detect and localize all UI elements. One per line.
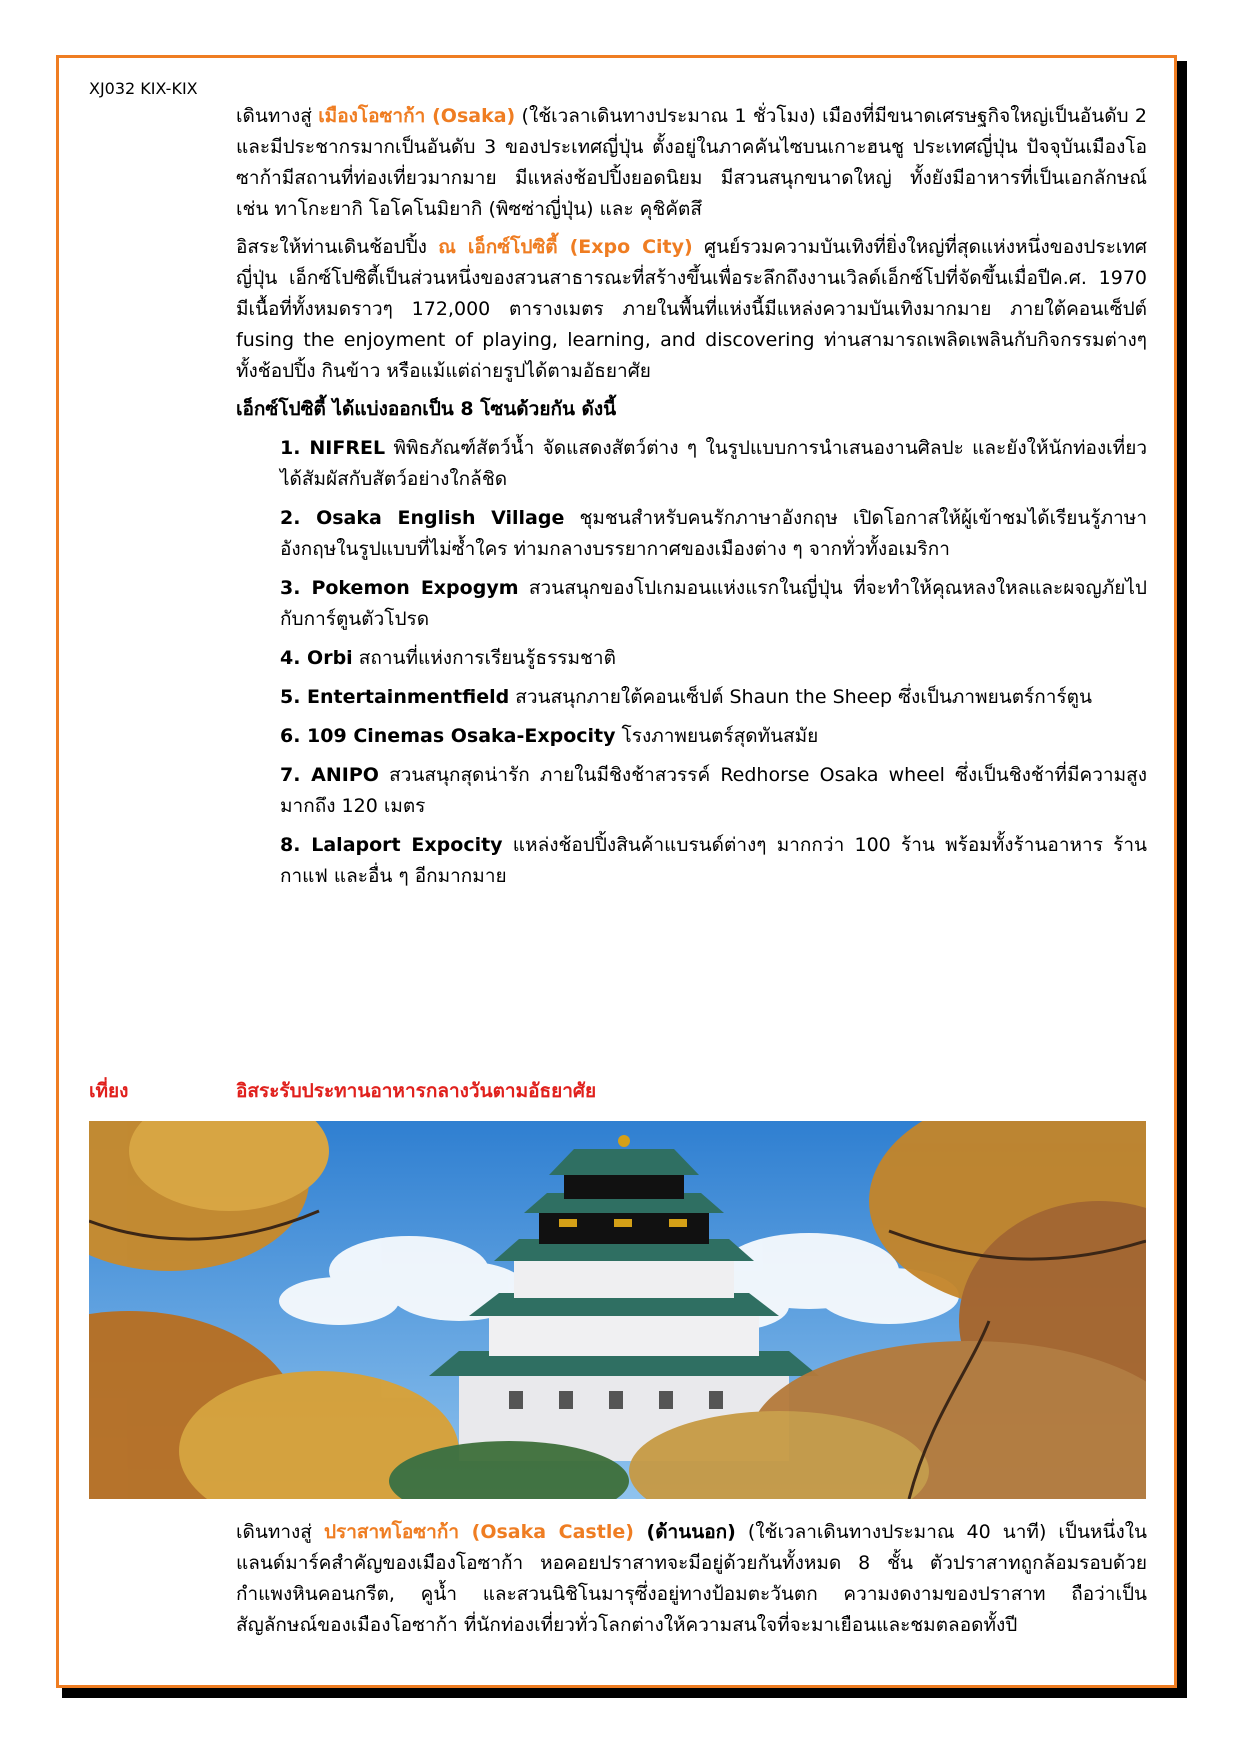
tour-code: XJ032 KIX-KIX [89, 79, 198, 98]
osaka-highlight: เมืองโอซาก้า (Osaka) [318, 105, 516, 127]
zone-item [280, 433, 1147, 495]
castle-prefix: เดินทางสู่ [236, 1521, 324, 1543]
zone-desc: โรงภาพยนตร์สุดทันสมัย [615, 725, 819, 747]
lunch-text: อิสระรับประทานอาหารกลางวันตามอัธยาศัย [236, 1080, 597, 1102]
zone-title: 6. 109 Cinemas Osaka-Expocity [280, 725, 616, 747]
expo-paragraph [236, 232, 1147, 387]
castle-body: (ใช้เวลาเดินทางประมาณ 40 นาที) เป็นหนึ่งในแลนด์มาร์คสำคัญของเมืองโอซาก้า หอคอยปราสาทจะมีอยู่ด้วยกันทั้งหมด 8 ชั้น ตัวปราสาทถูกล้อมรอบด้วยกำแพงหินคอนกรีต, คูน้ำ และสวนนิชิโนมารุซึ่งอยู่ทางป้อมตะวันตก ความงดงามของปราสาท ถือว่าเป็นสัญลักษณ์ของเมืองโอซาก้า ที่นักท่องเที่ยวทั่วโลกต่างให้ความสนใจที่จะมาเยือนและชมตลอดทั้งปี [236, 1521, 1147, 1636]
zone-title: 4. Orbi [280, 647, 353, 669]
osaka-castle-photo [89, 1121, 1146, 1499]
zone-title: 8. Lalaport Expocity [280, 834, 503, 856]
zone-item [280, 643, 1147, 674]
zone-item [280, 830, 1147, 892]
zone-desc: ชุมชนสำหรับคนรักภาษาอังกฤษ เปิดโอกาสให้ผู้เข้าชมได้เรียนรู้ภาษาอังกฤษในรูปแบบที่ไม่ซ้ำใคร ท่ามกลางบรรยากาศของเมืองต่าง ๆ จากทั่วทั้งอเมริกา [280, 507, 1147, 560]
zone-item [280, 573, 1147, 635]
osaka-prefix: เดินทางสู่ [236, 105, 319, 127]
zone-list [280, 433, 1147, 892]
zone-title: 7. ANIPO [280, 764, 379, 786]
osaka-paragraph [236, 101, 1147, 225]
zone-desc: สถานที่แห่งการเรียนรู้ธรรมชาติ [352, 647, 616, 669]
osaka-castle-illustration [89, 1121, 1146, 1499]
main-content [236, 101, 1147, 900]
expo-body: ศูนย์รวมความบันเทิงที่ยิ่งใหญ่ที่สุดแห่งหนึ่งของประเทศญี่ปุ่น เอ็กซ์โปซิตี้เป็นส่วนหนึ่งของสวนสาธารณะที่สร้างขึ้นเพื่อระลึกถึงงานเวิลด์เอ็กซ์โปที่จัดขึ้นเมื่อปีค.ศ. 1970 มีเนื้อที่ทั้งหมดราวๆ 172,000 ตารางเมตร ภายในพื้นที่แห่งนี้มีแหล่งความบันเทิงมากมาย ภายใต้คอนเซ็ปต์ fusing the enjoyment of playing, learning, and discovering ท่านสามารถเพลิดเพลินกับกิจกรรมต่างๆ ทั้งช้อปปิ้ง กินข้าว หรือแม้แต่ถ่ายรูปได้ตามอัธยาศัย [236, 236, 1147, 382]
osaka-body: (ใช้เวลาเดินทางประมาณ 1 ชั่วโมง) เมืองที่มีขนาดเศรษฐกิจใหญ่เป็นอันดับ 2 และมีประชากรมากเป็นอันดับ 3 ของประเทศญี่ปุ่น ตั้งอยู่ในภาคคันไซบนเกาะฮนชู ประเทศญี่ปุ่น ปัจจุบันเมืองโอซาก้ามีสถานที่ท่องเที่ยวมากมาย มีแหล่งช้อปปิ้งยอดนิยม มีสวนสนุกขนาดใหญ่ ทั้งยังมีอาหารที่เป็นเอกลักษณ์ เช่น ทาโกะยากิ โอโคโนมิยากิ (พิซซ่าญี่ปุ่น) และ คุชิคัตสึ [236, 105, 1147, 220]
zone-desc: สวนสนุกของโปเกมอนแห่งแรกในญี่ปุ่น ที่จะทำให้คุณหลงใหลและผจญภัยไปกับการ์ตูนตัวโปรด [280, 577, 1147, 630]
expo-highlight: ณ เอ็กซ์โปซิตี้ (Expo City) [438, 236, 693, 258]
castle-paragraph [236, 1517, 1147, 1641]
zones-heading: เอ็กซ์โปซิตี้ ได้แบ่งออกเป็น 8 โซนด้วยกัน ดังนี้ [236, 398, 617, 420]
zone-title: 3. Pokemon Expogym [280, 577, 519, 599]
zone-item [280, 760, 1147, 822]
lunch-time: เที่ยง [89, 1080, 129, 1102]
zone-desc: พิพิธภัณฑ์สัตว์น้ำ จัดแสดงสัตว์ต่าง ๆ ในรูปแบบการนำเสนองานศิลปะ และยังให้นักท่องเที่ยวได้สัมผัสกับสัตว์อย่างใกล้ชิด [280, 437, 1147, 490]
zone-desc: แหล่งช้อปปิ้งสินค้าแบรนด์ต่างๆ มากกว่า 100 ร้าน พร้อมทั้งร้านอาหาร ร้านกาแฟ และอื่น ๆ อีกมากมาย [280, 834, 1147, 887]
zone-item [280, 682, 1147, 713]
zone-title: 1. NIFREL [280, 437, 386, 459]
zone-title: 2. Osaka English Village [280, 507, 565, 529]
zone-desc: สวนสนุกภายใต้คอนเซ็ปต์ Shaun the Sheep ซึ่งเป็นภาพยนตร์การ์ตูน [509, 686, 1092, 708]
zone-title: 5. Entertainmentfield [280, 686, 510, 708]
zone-desc: สวนสนุกสุดน่ารัก ภายในมีชิงช้าสวรรค์ Redhorse Osaka wheel ซึ่งเป็นชิงช้าที่มีความสูงมากถึง 120 เมตร [280, 764, 1147, 817]
castle-outside: (ด้านนอก) [633, 1521, 736, 1543]
zone-item [280, 503, 1147, 565]
zone-item [280, 721, 1147, 752]
expo-prefix: อิสระให้ท่านเดินช้อปปิ้ง [236, 236, 439, 258]
castle-highlight: ปราสาทโอซาก้า (Osaka Castle) [323, 1521, 634, 1543]
